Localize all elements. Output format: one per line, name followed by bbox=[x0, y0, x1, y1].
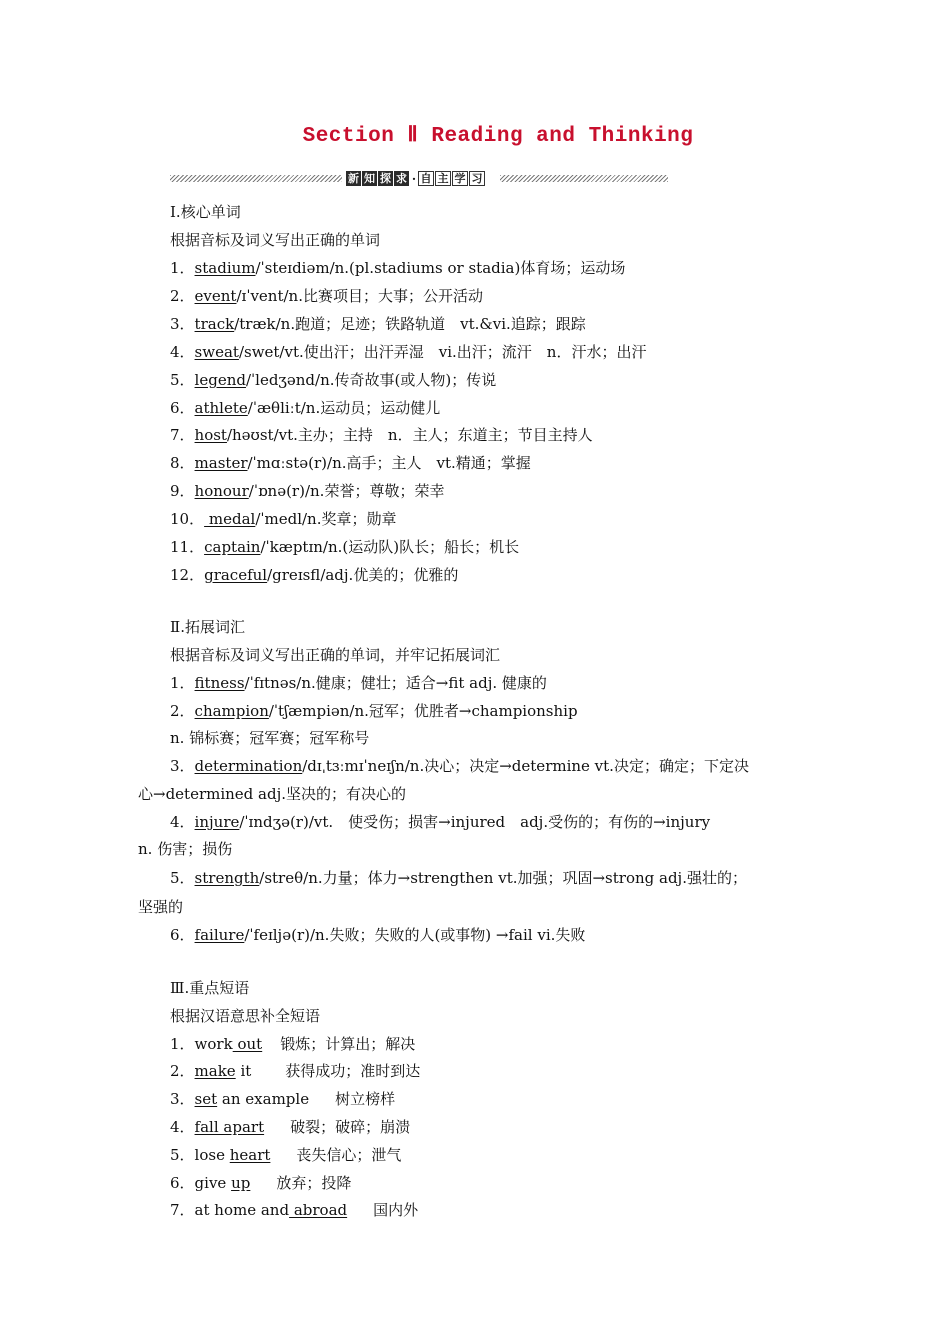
answer-word: make bbox=[194, 1062, 236, 1080]
phrase-prefix: work bbox=[194, 1035, 233, 1053]
vocab-item bbox=[170, 812, 710, 832]
phrase-meaning: 丧失信心；泄气 bbox=[296, 1146, 402, 1164]
item-number: 9． bbox=[170, 482, 195, 500]
vocab-item bbox=[170, 398, 440, 418]
vocab-item bbox=[170, 370, 496, 390]
answer-word: sweat bbox=[194, 343, 239, 361]
item-definition: /dɪˌtɜːmɪˈneɪʃn/n.决心；决定→determine vt.决定；确定；下定决 bbox=[302, 757, 749, 775]
section-heading: Ⅰ.核心单词 bbox=[170, 203, 241, 221]
item-number: 5． bbox=[170, 1146, 195, 1164]
phrase-item bbox=[170, 1173, 351, 1193]
phrase-item bbox=[170, 1061, 420, 1081]
item-definition: /ˈledʒənd/n.传奇故事(或人物)；传说 bbox=[245, 371, 497, 389]
item-definition: /træk/n.跑道；足迹；铁路轨道 vt.&vi.追踪；跟踪 bbox=[234, 315, 586, 333]
item-definition: /streθ/n.力量；体力→strengthen vt.加强；巩固→strong adj.强壮的； bbox=[259, 869, 747, 887]
item-definition: /ˈsteɪdiəm/n.(pl.stadiums or stadia)体育场；运动场 bbox=[255, 259, 626, 277]
item-number: 5． bbox=[170, 869, 195, 887]
vocab-item bbox=[170, 537, 519, 557]
answer-word: determination bbox=[194, 757, 303, 775]
banner-badge: 学 bbox=[452, 171, 468, 186]
vocab-item bbox=[170, 314, 586, 334]
item-number: 3． bbox=[170, 315, 195, 333]
answer-word: set bbox=[194, 1090, 218, 1108]
item-number: 6． bbox=[170, 926, 195, 944]
phrase-item bbox=[170, 1089, 395, 1109]
section-heading: Ⅱ.拓展词汇 bbox=[170, 618, 245, 636]
item-number: 1． bbox=[170, 1035, 195, 1053]
phrase-prefix: lose bbox=[194, 1146, 230, 1164]
phrase-item bbox=[170, 1117, 410, 1137]
phrase-meaning: 树立榜样 bbox=[335, 1090, 396, 1108]
item-number: 2． bbox=[170, 1062, 195, 1080]
vocab-continuation: n. 锦标赛；冠军赛；冠军称号 bbox=[170, 729, 370, 747]
item-definition: /ˈkæptɪn/n.(运动队)队长；船长；机长 bbox=[260, 538, 520, 556]
item-number: 6． bbox=[170, 1174, 195, 1192]
item-definition: /ˈmedl/n.奖章；勋章 bbox=[255, 510, 397, 528]
vocab-item bbox=[170, 509, 396, 529]
answer-word: graceful bbox=[204, 566, 268, 584]
item-number: 4． bbox=[170, 813, 195, 831]
phrase-prefix: give bbox=[194, 1174, 232, 1192]
answer-word: captain bbox=[204, 538, 261, 556]
answer-word: abroad bbox=[289, 1201, 348, 1219]
vocab-item bbox=[170, 701, 578, 721]
banner-stripes-right bbox=[500, 175, 668, 182]
item-number: 10． bbox=[170, 510, 205, 528]
item-number: 1． bbox=[170, 674, 195, 692]
item-number: 6． bbox=[170, 399, 195, 417]
banner-badge: 习 bbox=[469, 171, 485, 186]
answer-word: up bbox=[231, 1174, 251, 1192]
item-number: 12． bbox=[170, 566, 205, 584]
item-number: 1． bbox=[170, 259, 195, 277]
item-number: 8． bbox=[170, 454, 195, 472]
item-number: 3． bbox=[170, 757, 195, 775]
item-definition: /greɪsfl/adj.优美的；优雅的 bbox=[267, 566, 459, 584]
banner-badge: 探 bbox=[380, 172, 391, 185]
vocab-continuation: 心→determined adj.坚决的；有决心的 bbox=[138, 785, 407, 803]
answer-word: athlete bbox=[194, 399, 248, 417]
answer-word: host bbox=[194, 426, 227, 444]
vocab-item bbox=[170, 286, 483, 306]
answer-word: event bbox=[194, 287, 237, 305]
item-definition: /ˈmɑːstə(r)/n.高手；主人 vt.精通；掌握 bbox=[247, 454, 531, 472]
vocab-item bbox=[170, 868, 747, 888]
banner-separator: · bbox=[411, 171, 417, 186]
vocab-continuation: 坚强的 bbox=[138, 898, 184, 916]
phrase-meaning: 放弃；投降 bbox=[276, 1174, 352, 1192]
answer-word: track bbox=[194, 315, 235, 333]
banner-badges bbox=[346, 170, 486, 187]
vocab-item bbox=[170, 756, 749, 776]
answer-word: strength bbox=[194, 869, 260, 887]
answer-word: master bbox=[194, 454, 248, 472]
phrase-item bbox=[170, 1200, 418, 1220]
answer-word: fall apart bbox=[194, 1118, 265, 1136]
item-definition: /swet/vt.使出汗；出汗弄湿 vi.出汗；流汗 n．汗水；出汗 bbox=[238, 343, 647, 361]
item-number: 7． bbox=[170, 1201, 195, 1219]
item-number: 11． bbox=[170, 538, 205, 556]
item-number: 5． bbox=[170, 371, 195, 389]
vocab-item bbox=[170, 481, 444, 501]
section-instruction: 根据音标及词义写出正确的单词 bbox=[170, 231, 381, 249]
answer-word: heart bbox=[229, 1146, 271, 1164]
item-definition: /həʊst/vt.主办；主持 n．主人；东道主；节目主持人 bbox=[226, 426, 593, 444]
item-definition: /ɪˈvent/n.比赛项目；大事；公开活动 bbox=[236, 287, 483, 305]
answer-word: legend bbox=[194, 371, 246, 389]
answer-word: failure bbox=[194, 926, 245, 944]
phrase-meaning: 国内外 bbox=[373, 1201, 419, 1219]
answer-word: out bbox=[232, 1035, 263, 1053]
vocab-item bbox=[170, 258, 625, 278]
item-definition: /ˈæθliːt/n.运动员；运动健儿 bbox=[247, 399, 441, 417]
banner-badge: 自 bbox=[418, 171, 434, 186]
vocab-continuation: n. 伤害；损伤 bbox=[138, 840, 233, 858]
vocab-item bbox=[170, 425, 593, 445]
answer-word: honour bbox=[194, 482, 249, 500]
answer-word: medal bbox=[204, 510, 256, 528]
phrase-meaning: 锻炼；计算出；解决 bbox=[280, 1035, 416, 1053]
answer-word: stadium bbox=[194, 259, 256, 277]
banner-badge: 主 bbox=[435, 171, 451, 186]
vocab-item bbox=[170, 453, 531, 473]
banner-badge: 求 bbox=[396, 172, 407, 185]
vocab-item bbox=[170, 565, 458, 585]
banner-badge: 知 bbox=[364, 172, 375, 185]
phrase-prefix: at home and bbox=[194, 1201, 290, 1219]
item-number: 4． bbox=[170, 1118, 195, 1136]
section-instruction: 根据汉语意思补全短语 bbox=[170, 1007, 321, 1025]
item-number: 2． bbox=[170, 702, 195, 720]
phrase-item bbox=[170, 1145, 401, 1165]
phrase-suffix: it bbox=[235, 1062, 252, 1080]
item-definition: /ˈɒnə(r)/n.荣誉；尊敬；荣幸 bbox=[248, 482, 445, 500]
item-number: 4． bbox=[170, 343, 195, 361]
item-definition: /ˈtʃæmpiən/n.冠军；优胜者→championship bbox=[268, 702, 578, 720]
item-number: 7． bbox=[170, 426, 195, 444]
phrase-meaning: 获得成功；准时到达 bbox=[285, 1062, 421, 1080]
item-number: 3． bbox=[170, 1090, 195, 1108]
section-banner bbox=[170, 170, 668, 187]
item-definition: /ˈfɪtnəs/n.健康；健壮；适合→fit adj. 健康的 bbox=[244, 674, 547, 692]
vocab-item bbox=[170, 673, 547, 693]
vocab-item bbox=[170, 342, 646, 362]
vocab-item bbox=[170, 925, 585, 945]
answer-word: fitness bbox=[194, 674, 245, 692]
phrase-item bbox=[170, 1034, 415, 1054]
item-definition: /ˈɪndʒə(r)/vt. 使受伤；损害→injured adj.受伤的；有伤的→injury bbox=[239, 813, 711, 831]
item-number: 2． bbox=[170, 287, 195, 305]
phrase-suffix: an example bbox=[217, 1090, 310, 1108]
answer-word: injure bbox=[194, 813, 240, 831]
section-instruction: 根据音标及词义写出正确的单词，并牢记拓展词汇 bbox=[170, 646, 501, 664]
phrase-meaning: 破裂；破碎；崩溃 bbox=[290, 1118, 411, 1136]
item-definition: /ˈfeɪljə(r)/n.失败；失败的人(或事物) →fail vi.失败 bbox=[244, 926, 586, 944]
page-title: Section Ⅱ Reading and Thinking bbox=[302, 125, 694, 148]
banner-stripes-left bbox=[170, 175, 342, 182]
answer-word: champion bbox=[194, 702, 269, 720]
section-heading: Ⅲ.重点短语 bbox=[170, 979, 250, 997]
banner-badge: 新 bbox=[348, 172, 359, 185]
